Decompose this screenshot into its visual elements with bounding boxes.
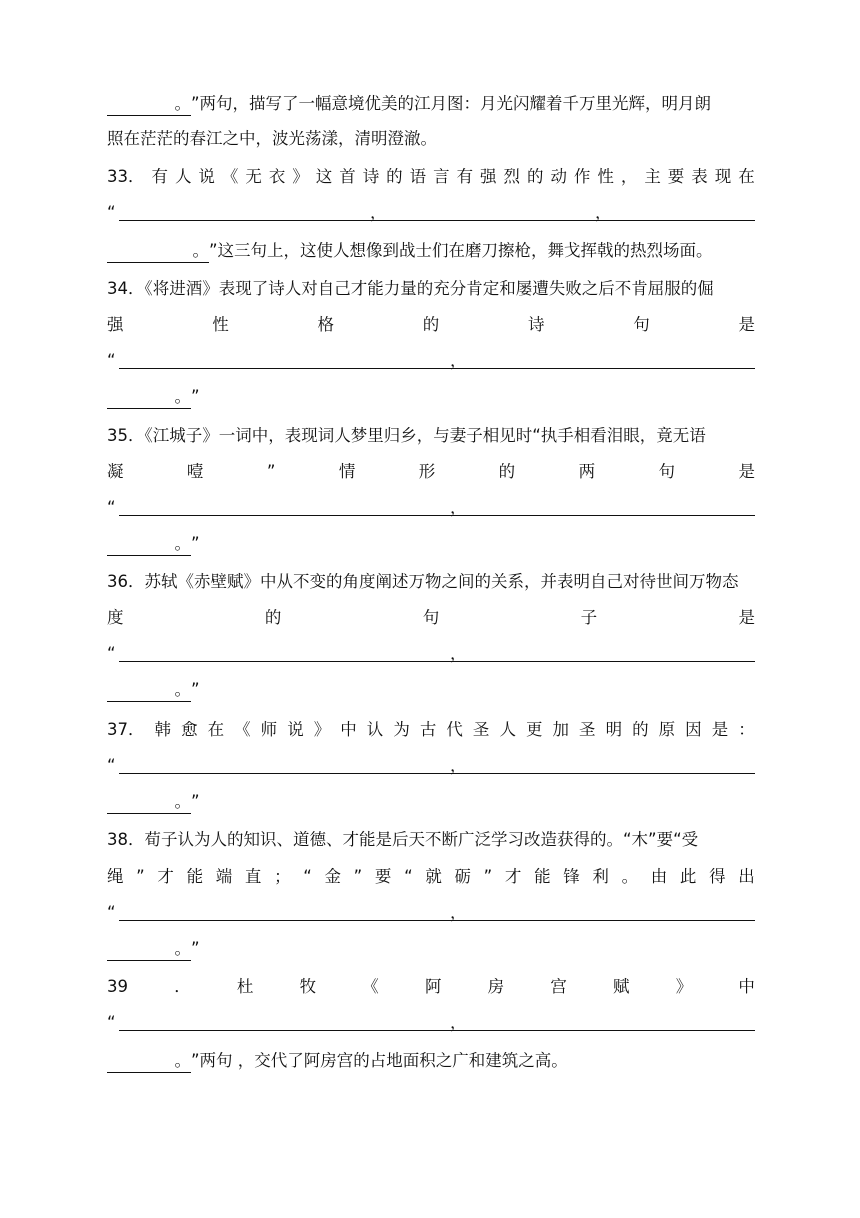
q33-prompt <box>107 166 755 188</box>
text-char: 代 <box>446 720 463 739</box>
open-quote: “ <box>107 351 116 370</box>
text-char: 》 <box>313 720 331 739</box>
text-char: 表 <box>691 167 708 186</box>
answer-blank[interactable] <box>119 920 755 921</box>
text-char: 明 <box>605 720 623 739</box>
text-char: 的 <box>386 167 403 186</box>
answer-blank[interactable] <box>119 220 755 221</box>
text-char: 圣 <box>472 720 490 739</box>
q39-prompt <box>107 976 755 998</box>
text-char: 能 <box>534 867 551 886</box>
text-char: 此 <box>679 867 697 886</box>
text-char: 才 <box>504 867 522 886</box>
text-char: 凝 <box>107 462 124 481</box>
text-char: 认 <box>366 720 384 739</box>
q36-line2 <box>107 607 755 629</box>
text-char: 33． <box>107 167 145 186</box>
text-char: 语 <box>409 167 427 186</box>
text-char: 是 <box>738 315 755 334</box>
text-char: 度 <box>107 608 124 627</box>
text-char: 得 <box>709 867 726 886</box>
comma: ， <box>595 203 612 222</box>
text-char: 在 <box>207 720 225 739</box>
text-char: 能 <box>186 867 204 886</box>
comma: ， <box>370 203 387 222</box>
q39-tail-line <box>107 1050 568 1073</box>
text-char: 直 <box>244 867 262 886</box>
comma: ， <box>450 644 467 663</box>
text-char: 因 <box>685 720 702 739</box>
text-char: 性 <box>212 315 229 334</box>
text-char: 无 <box>245 167 262 186</box>
text-char: 有 <box>456 167 474 186</box>
text-char: 句 <box>422 608 440 627</box>
q34-line1: 34．《将进酒》表现了诗人对自己才能力量的充分肯定和屡遭失败之后不肯屈服的倔 <box>107 279 714 298</box>
text-char: 人 <box>174 167 192 186</box>
q39-tail: ”两句 ，交代了阿房宫的占地面积之广和建筑之高。 <box>191 1051 568 1070</box>
text-char: 强 <box>480 167 497 186</box>
open-quote: “ <box>107 203 116 222</box>
text-char: 绳 <box>107 867 124 886</box>
text-char: 由 <box>650 867 668 886</box>
text-char: 要 <box>374 867 392 886</box>
text-char: 是 <box>738 608 755 627</box>
text-char: 师 <box>260 720 278 739</box>
answer-blank[interactable] <box>119 661 755 662</box>
comma: ， <box>450 756 467 775</box>
text-char: 句 <box>633 315 650 334</box>
text-char: 就 <box>425 867 442 886</box>
close-quote: ” <box>191 939 200 958</box>
answer-blank[interactable]: 。 <box>107 93 191 116</box>
q32-text: ”两句，描写了一幅意境优美的江月图：月光闪耀着千万里光辉，明月朗 <box>191 94 712 113</box>
text-char: 衣 <box>268 167 286 186</box>
text-char: 37． <box>107 720 145 739</box>
text-char: 39 <box>107 977 128 996</box>
text-char: 格 <box>317 315 334 334</box>
text-char: “ <box>303 867 312 886</box>
answer-blank[interactable] <box>119 515 755 516</box>
text-char: 中 <box>738 977 755 996</box>
text-char: 诗 <box>362 167 380 186</box>
text-char: 的 <box>422 315 440 334</box>
text-char: 赋 <box>613 977 630 996</box>
text-char: 金 <box>324 867 341 886</box>
q38-line1: 38．荀子认为人的知识、道德、才能是后天不断广泛学习改造获得的。“木”要“受 <box>107 830 699 849</box>
text-char: 》 <box>292 167 309 186</box>
comma: ， <box>450 903 467 922</box>
text-char: 砺 <box>454 867 471 886</box>
text-char: 原 <box>658 720 676 739</box>
text-char: 锋 <box>563 867 580 886</box>
text-char: 出 <box>738 867 755 886</box>
q38-tail-line <box>107 938 200 961</box>
answer-blank[interactable]: 。 <box>107 1050 191 1073</box>
text-char: 利 <box>592 867 609 886</box>
open-quote: “ <box>107 498 116 517</box>
close-quote: ” <box>191 792 200 811</box>
text-char: 《 <box>234 720 251 739</box>
comma: ， <box>450 1013 467 1032</box>
close-quote: ” <box>191 680 200 699</box>
q34-tail-line <box>107 386 200 409</box>
text-char: 》 <box>675 977 693 996</box>
text-char: 强 <box>107 315 124 334</box>
text-char: 宫 <box>550 977 567 996</box>
text-char: 情 <box>338 462 356 481</box>
answer-blank[interactable]: 。 <box>107 791 191 814</box>
text-char: 现 <box>714 167 732 186</box>
text-char: ” <box>483 867 493 886</box>
text-char: 在 <box>738 167 755 186</box>
text-char: 这 <box>315 167 333 186</box>
text-char: 言 <box>433 167 450 186</box>
text-char: 的 <box>632 720 649 739</box>
text-char: ” <box>353 867 363 886</box>
q33-tail-line <box>107 240 713 263</box>
text-char: 牧 <box>299 977 317 996</box>
text-char: 诗 <box>528 315 545 334</box>
answer-blank[interactable]: 。 <box>107 679 191 702</box>
text-char: 形 <box>418 462 436 481</box>
q35-line1: 35．《江城子》一词中，表现词人梦里归乡，与妻子相见时“执手相看泪眼，竟无语 <box>107 426 706 445</box>
text-char: 是 <box>738 462 755 481</box>
text-char: 说 <box>287 720 304 739</box>
answer-blank[interactable] <box>119 1030 755 1031</box>
text-char: 。 <box>621 867 639 886</box>
text-char: ． <box>174 977 191 996</box>
text-char: 有 <box>151 167 168 186</box>
text-char: 才 <box>157 867 174 886</box>
q35-tail-line <box>107 533 200 556</box>
q36-line1: 36．苏轼《赤壁赋》中从不变的角度阐述万物之间的关系，并表明自己对待世间万物态 <box>107 572 739 591</box>
text-char: 阿 <box>424 977 442 996</box>
text-char: 《 <box>362 977 379 996</box>
text-char: 房 <box>487 977 505 996</box>
text-char: 杜 <box>236 977 254 996</box>
text-char: 的 <box>264 608 282 627</box>
text-char: ， <box>620 167 638 186</box>
q32-line2: 照在茫茫的春江之中，波光荡漾，清明澄澈。 <box>107 129 437 148</box>
answer-blank[interactable] <box>119 773 755 774</box>
text-char: 圣 <box>579 720 596 739</box>
text-char: 烈 <box>503 167 520 186</box>
answer-blank[interactable]: 。 <box>107 938 191 961</box>
text-char: 要 <box>667 167 685 186</box>
text-char: 中 <box>340 720 357 739</box>
text-char: 的 <box>498 462 516 481</box>
text-char: 更 <box>525 720 543 739</box>
text-char: 动 <box>550 167 567 186</box>
answer-blank[interactable]: 。 <box>107 240 209 263</box>
q37-prompt <box>107 719 755 741</box>
text-char: 两 <box>578 462 596 481</box>
text-char: 噎 <box>186 462 204 481</box>
text-char: 子 <box>580 608 598 627</box>
open-quote: “ <box>107 903 116 922</box>
q37-tail-line <box>107 791 200 814</box>
q35-line2 <box>107 461 755 483</box>
text-char: 主 <box>644 167 661 186</box>
open-quote: “ <box>107 644 116 663</box>
text-char: 作 <box>573 167 591 186</box>
q33-tail: ”这三句上，这使人想像到战士们在磨刀擦枪，舞戈挥戟的热烈场面。 <box>209 241 713 260</box>
q34-line2 <box>107 314 755 336</box>
text-char: 端 <box>215 867 233 886</box>
close-quote: ” <box>191 387 200 406</box>
text-char: “ <box>404 867 413 886</box>
text-char: 人 <box>499 720 516 739</box>
answer-blank[interactable]: 。 <box>107 533 191 556</box>
text-char: 句 <box>658 462 676 481</box>
q36-tail-line <box>107 679 200 702</box>
answer-blank[interactable]: 。 <box>107 386 191 409</box>
text-char: 为 <box>393 720 410 739</box>
text-char: 的 <box>526 167 544 186</box>
close-quote: ” <box>191 534 200 553</box>
comma: ， <box>450 498 467 517</box>
q32-line1 <box>107 93 711 116</box>
open-quote: “ <box>107 756 116 775</box>
q38-line2 <box>107 866 755 888</box>
text-char: ” <box>136 867 145 886</box>
text-char: ： <box>738 720 755 739</box>
answer-blank[interactable] <box>119 368 755 369</box>
text-char: 韩 <box>154 720 172 739</box>
open-quote: “ <box>107 1013 116 1032</box>
text-char: 首 <box>339 167 356 186</box>
text-char: 是 <box>711 720 729 739</box>
comma: ， <box>450 351 467 370</box>
text-char: 性 <box>597 167 614 186</box>
text-char: 愈 <box>181 720 198 739</box>
text-char: 说 <box>198 167 215 186</box>
text-char: ” <box>266 462 276 481</box>
text-char: 《 <box>221 167 239 186</box>
text-char: 古 <box>419 720 437 739</box>
text-char: 加 <box>552 720 569 739</box>
text-char: ； <box>274 867 291 886</box>
